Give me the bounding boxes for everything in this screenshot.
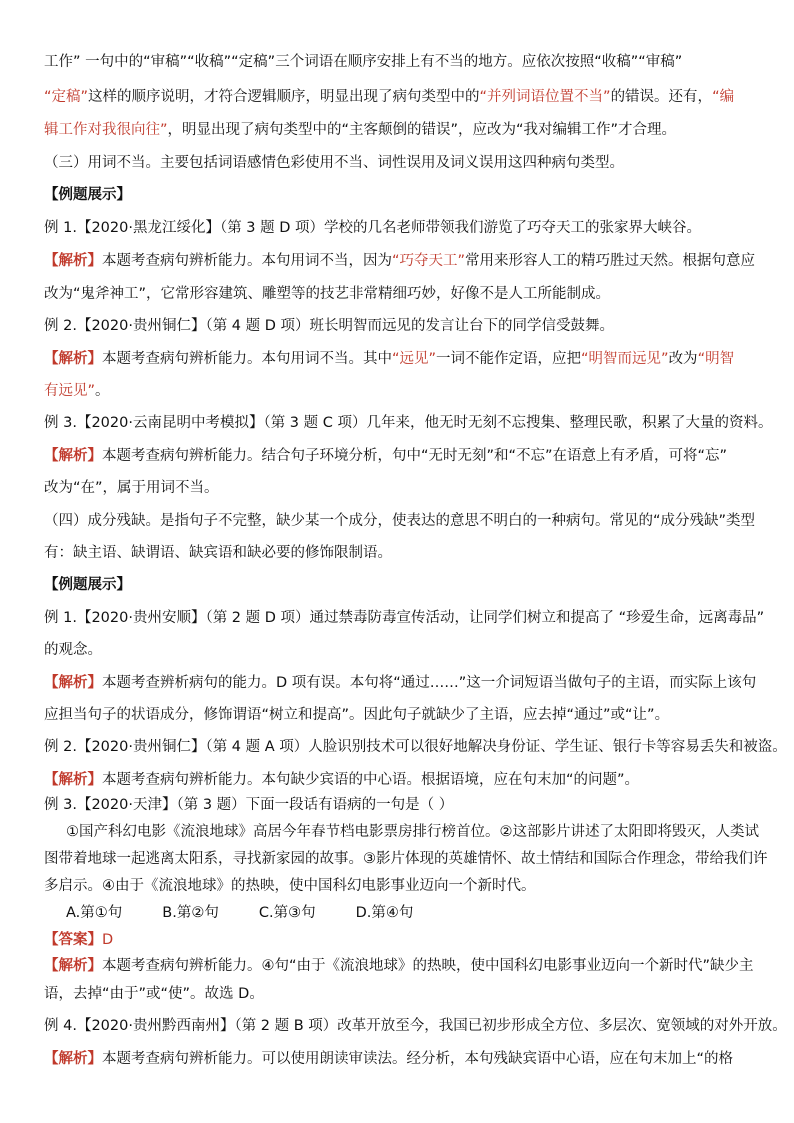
answer-value: D bbox=[102, 932, 114, 948]
analysis-line: 【解析】本题考查病句辨析能力。可以使用朗读审读法。经分析，本句残缺宾语中心语，应在句末加上“的格 bbox=[44, 1051, 734, 1067]
option-a: A.第①句 bbox=[66, 905, 123, 921]
text-line: 应担当句子的状语成分，修饰谓语“树立和提高”。因此句子就缺少了主语，应去掉“通过”或“让”。 bbox=[44, 707, 670, 723]
analysis-label: 【解析】 bbox=[44, 448, 102, 464]
highlight-term: “编 bbox=[712, 89, 735, 105]
analysis-line: 【解析】本题考查病句辨析能力。④句“由于《流浪地球》的热映，使中国科幻电影事业迈向一个新时代”缺少主 bbox=[44, 958, 754, 974]
analysis-label: 【解析】 bbox=[44, 253, 102, 269]
text-line: （四）成分残缺。是指句子不完整，缺少某一个成分，使表达的意思不明白的一种病句。常见的“成分残缺”类型 bbox=[44, 513, 756, 529]
analysis-label: 【解析】 bbox=[44, 351, 102, 367]
text-line: “定稿”这样的顺序说明，才符合逻辑顺序，明显出现了病句类型中的“并列词语位置不当”的错误。还有，“编 bbox=[44, 89, 735, 105]
text-line: 有：缺主语、缺谓语、缺宾语和缺必要的修饰限制语。 bbox=[44, 545, 392, 561]
highlight-term: “明智而远见” bbox=[581, 351, 669, 367]
example-line: 例 2.【2020·贵州铜仁】（第 4 题 D 项）班长明智而远见的发言让台下的同学信受鼓舞。 bbox=[44, 318, 615, 334]
highlight-term: “明智 bbox=[697, 351, 735, 367]
passage-line: 多启示。④由于《流浪地球》的热映，使中国科幻电影事业迈向一个新时代。 bbox=[44, 878, 536, 894]
text-line: 语，去掉“由于”或“使”。故选 D。 bbox=[44, 986, 264, 1002]
highlight-term: 有远见” bbox=[44, 383, 96, 399]
example-line: 例 4.【2020·贵州黔西南州】（第 2 题 B 项）改革开放至今，我国已初步形成全方位、多层次、宽领域的对外开放。 bbox=[44, 1018, 787, 1034]
analysis-label: 【解析】 bbox=[44, 675, 102, 691]
example-line: 例 3.【2020·天津】（第 3 题）下面一段话有语病的一句是（ ） bbox=[44, 797, 454, 813]
analysis-label: 【解析】 bbox=[44, 958, 102, 974]
example-line: 例 1.【2020·贵州安顺】（第 2 题 D 项）通过禁毒防毒宣传活动，让同学们树立和提高了 “珍爱生命，远离毒品” bbox=[44, 610, 765, 626]
highlight-term: “巧夺天工” bbox=[392, 253, 466, 269]
answer-label: 【答案】 bbox=[44, 932, 102, 948]
analysis-line: 【解析】本题考查病句辨析能力。本句缺少宾语的中心语。根据语境，应在句末加“的问题”。 bbox=[44, 772, 640, 788]
example-line: 例 1.【2020·黑龙江绥化】（第 3 题 D 项）学校的几名老师带领我们游览了巧夺天工的张家界大峡谷。 bbox=[44, 220, 702, 236]
analysis-label: 【解析】 bbox=[44, 772, 102, 788]
analysis-line: 【解析】本题考查病句辨析能力。本句用词不当，因为“巧夺天工”常用来形容人工的精巧胜过天然。根据句意应 bbox=[44, 253, 756, 269]
example-line: 例 2.【2020·贵州铜仁】（第 4 题 A 项）人脸识别技术可以很好地解决身份证、学生证、银行卡等容易丢失和被盗。 bbox=[44, 739, 787, 755]
text-line: 的观念。 bbox=[44, 642, 102, 658]
highlight-term: “并列词语位置不当” bbox=[479, 89, 611, 105]
answer-line bbox=[44, 930, 764, 950]
analysis-line: 【解析】本题考查病句辨析能力。本句用词不当。其中“远见”一词不能作定语，应把“明智而远见”改为“明智 bbox=[44, 351, 735, 367]
highlight-term: “定稿” bbox=[44, 89, 89, 105]
analysis-label: 【解析】 bbox=[44, 1051, 102, 1067]
text-line: 有远见”。 bbox=[44, 383, 110, 399]
analysis-line: 【解析】本题考查病句辨析能力。结合句子环境分析，句中“无时无刻”和“不忘”在语意上有矛盾，可将“忘” bbox=[44, 448, 728, 464]
text-line: 辑工作对我很向往”，明显出现了病句类型中的“主客颠倒的错误”，应改为“我对编辑工作”才合理。 bbox=[44, 122, 677, 138]
section-heading: 【例题展示】 bbox=[44, 577, 131, 593]
analysis-line: 【解析】本题考查辨析病句的能力。D 项有误。本句将“通过……”这一介词短语当做句子的主语，而实际上该句 bbox=[44, 675, 757, 691]
text-line: （三）用词不当。主要包括词语感情色彩使用不当、词性误用及词义误用这四种病句类型。 bbox=[44, 155, 624, 171]
highlight-term: 辑工作对我很向往” bbox=[44, 122, 168, 138]
option-d: D.第④句 bbox=[355, 905, 414, 921]
text-line: 改为“在”，属于用词不当。 bbox=[44, 480, 219, 496]
option-b: B.第②句 bbox=[162, 905, 219, 921]
option-c: C.第③句 bbox=[258, 905, 316, 921]
example-line: 例 3.【2020·云南昆明中考模拟】（第 3 题 C 项）几年来，他无时无刻不忘搜集、整理民歌，积累了大量的资料。 bbox=[44, 415, 773, 431]
highlight-term: “远见” bbox=[392, 351, 437, 367]
passage-line: ①国产科幻电影《流浪地球》高居今年春节档电影票房排行榜首位。②这部影片讲述了太阳即将毁灭，人类试 bbox=[66, 824, 759, 840]
passage-line: 图带着地球一起逃离太阳系，寻找新家园的故事。③影片体现的英雄情怀、故土情结和国际合作理念，带给我们许 bbox=[44, 851, 768, 867]
text-line: 改为“鬼斧神工”，它常形容建筑、雕塑等的技艺非常精细巧妙，好像不是人工所能制成。 bbox=[44, 286, 611, 302]
answer-options bbox=[66, 903, 786, 923]
section-heading: 【例题展示】 bbox=[44, 187, 131, 203]
text-line: 工作” 一句中的“审稿”“收稿”“定稿”三个词语在顺序安排上有不当的地方。应依次按照“收稿”“审稿” bbox=[44, 54, 683, 70]
